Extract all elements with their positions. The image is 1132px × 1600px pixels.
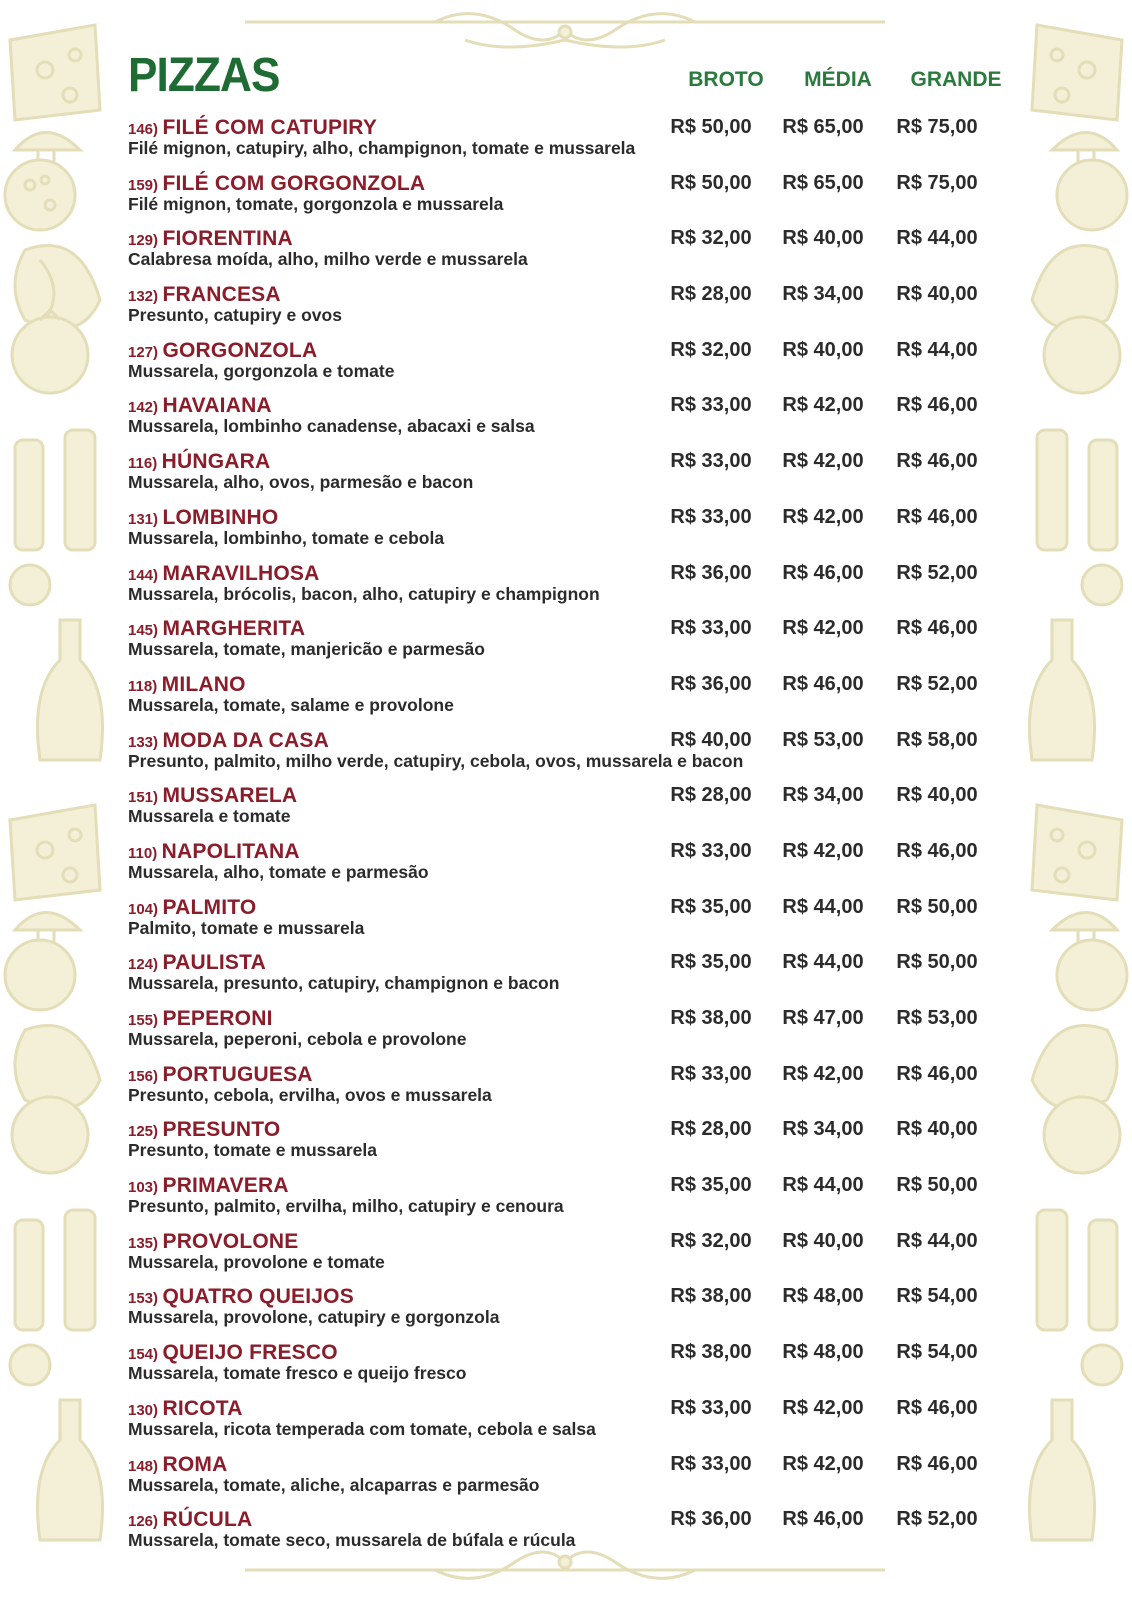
price-media: R$ 44,00 xyxy=(782,1174,864,1197)
price-media: R$ 42,00 xyxy=(782,1452,864,1475)
menu-item-number: 125) xyxy=(128,1123,159,1141)
menu-item-description: Presunto, catupiry e ovos xyxy=(128,305,342,326)
pepper-shaker-icon xyxy=(15,430,95,550)
menu-item-title xyxy=(128,784,297,808)
price-broto: R$ 38,00 xyxy=(670,1007,752,1029)
price-grande: R$ 44,00 xyxy=(896,227,978,250)
menu-item xyxy=(128,1453,1008,1509)
price-grande: R$ 40,00 xyxy=(896,283,978,306)
price-grande: R$ 50,00 xyxy=(896,895,978,918)
price-media: R$ 34,00 xyxy=(782,283,864,306)
menu-item-name: LOMBINHO xyxy=(162,505,279,529)
menu-item xyxy=(128,172,1008,228)
menu-item-title xyxy=(128,896,256,920)
menu-item-description: Mussarela, provolone, catupiry e gorgonzola xyxy=(128,1307,500,1328)
price-media: R$ 42,00 xyxy=(782,1396,864,1419)
menu-item-title xyxy=(128,116,377,140)
menu-item-name: RICOTA xyxy=(162,1396,243,1420)
cheese-icon xyxy=(10,25,100,120)
menu-item-description: Mussarela, alho, tomate e parmesão xyxy=(128,861,429,882)
price-grande: R$ 46,00 xyxy=(896,1396,978,1419)
price-broto: R$ 33,00 xyxy=(670,505,752,528)
price-media: R$ 42,00 xyxy=(782,839,864,862)
menu-item xyxy=(128,1230,1008,1286)
menu-item-description: Filé mignon, catupiry, alho, champignon, tomate e mussarela xyxy=(128,138,636,158)
menu-item-description: Mussarela, tomate, salame e provolone xyxy=(128,694,454,715)
menu-item-title xyxy=(128,1118,280,1142)
price-media: R$ 53,00 xyxy=(782,728,864,751)
menu-item-name: PRIMAVERA xyxy=(162,1174,289,1198)
price-broto: R$ 33,00 xyxy=(670,1062,752,1085)
menu-item-name: HÚNGARA xyxy=(161,450,271,474)
price-grande: R$ 46,00 xyxy=(896,1452,978,1475)
menu-item xyxy=(128,562,1008,618)
price-grande: R$ 53,00 xyxy=(896,1007,978,1029)
menu-item-description: Mussarela, presunto, catupiry, champignon e bacon xyxy=(128,973,560,994)
menu-item-description: Mussarela, lombinho, tomate e cebola xyxy=(128,527,445,548)
menu-item-name: MARGHERITA xyxy=(162,617,306,641)
menu-item xyxy=(128,673,1008,729)
price-broto: R$ 28,00 xyxy=(670,784,752,807)
price-broto: R$ 32,00 xyxy=(670,1229,752,1252)
menu-item-name: FRANCESA xyxy=(162,283,281,307)
menu-item xyxy=(128,784,1008,840)
menu-item-description: Mussarela, ricota temperada com tomate, cebola e salsa xyxy=(128,1418,596,1439)
menu-item-name: RÚCULA xyxy=(162,1508,253,1532)
menu-item-name: QUEIJO FRESCO xyxy=(162,1341,338,1365)
garlic-icon xyxy=(10,565,50,605)
price-broto: R$ 33,00 xyxy=(670,1452,752,1475)
menu-item xyxy=(128,1341,1008,1397)
price-broto: R$ 36,00 xyxy=(670,561,752,584)
column-header-media: MÉDIA xyxy=(804,68,872,91)
menu-item-name: PAULISTA xyxy=(162,951,266,975)
price-broto: R$ 33,00 xyxy=(670,617,752,640)
menu-item xyxy=(128,840,1008,896)
price-broto: R$ 50,00 xyxy=(670,116,752,138)
price-grande: R$ 40,00 xyxy=(896,784,978,807)
menu-item-name: PRESUNTO xyxy=(162,1118,281,1142)
price-broto: R$ 32,00 xyxy=(670,338,752,361)
menu-item-number: 135) xyxy=(128,1234,159,1252)
price-broto: R$ 33,00 xyxy=(670,450,752,473)
price-broto: R$ 38,00 xyxy=(670,1341,752,1364)
menu-item xyxy=(128,394,1008,450)
price-media: R$ 42,00 xyxy=(782,617,864,640)
menu-item-title xyxy=(128,1174,289,1198)
menu-item-description: Mussarela, gorgonzola e tomate xyxy=(128,360,395,381)
menu-item-number: 129) xyxy=(128,232,159,250)
menu-item-number: 159) xyxy=(128,176,159,194)
price-media: R$ 44,00 xyxy=(782,895,864,918)
price-media: R$ 65,00 xyxy=(782,116,864,138)
menu-item-title xyxy=(128,840,300,864)
pizza-menu-list xyxy=(128,116,1008,1564)
menu-item xyxy=(128,339,1008,395)
price-media: R$ 42,00 xyxy=(782,394,864,417)
menu-item-number: 148) xyxy=(128,1457,159,1475)
menu-item-title xyxy=(128,1230,298,1254)
menu-item-title xyxy=(128,1508,252,1532)
menu-item-number: 118) xyxy=(128,677,158,695)
price-media: R$ 42,00 xyxy=(782,450,864,473)
column-header-grande: GRANDE xyxy=(910,68,1002,91)
menu-item-name: MODA DA CASA xyxy=(162,728,329,752)
menu-item-title xyxy=(128,227,293,251)
price-grande: R$ 50,00 xyxy=(896,951,978,974)
menu-item-description: Palmito, tomate e mussarela xyxy=(128,917,365,938)
menu-item-number: 116) xyxy=(128,455,158,473)
menu-item-number: 132) xyxy=(128,288,159,306)
menu-item-number: 110) xyxy=(128,844,158,862)
price-grande: R$ 52,00 xyxy=(896,1508,978,1531)
price-media: R$ 40,00 xyxy=(782,227,864,250)
price-grande: R$ 58,00 xyxy=(896,728,978,751)
menu-item-name: QUATRO QUEIJOS xyxy=(162,1285,354,1309)
menu-item-title xyxy=(128,283,281,307)
price-media: R$ 46,00 xyxy=(782,672,864,695)
menu-item-description: Presunto, palmito, milho verde, catupiry, cebola, ovos, mussarela e bacon xyxy=(128,750,744,771)
price-broto: R$ 50,00 xyxy=(670,171,752,194)
menu-item-number: 142) xyxy=(128,399,159,417)
menu-item-title xyxy=(128,562,319,586)
price-media: R$ 40,00 xyxy=(782,338,864,361)
menu-item-number: 126) xyxy=(128,1513,159,1531)
price-grande: R$ 44,00 xyxy=(896,1229,978,1252)
menu-item-title xyxy=(128,1063,313,1087)
price-media: R$ 65,00 xyxy=(782,171,864,194)
price-broto: R$ 33,00 xyxy=(670,839,752,862)
menu-item-title xyxy=(128,339,317,363)
menu-item-number: 144) xyxy=(128,566,159,584)
price-broto: R$ 40,00 xyxy=(670,728,752,751)
menu-item-title xyxy=(128,617,305,641)
price-grande: R$ 46,00 xyxy=(896,617,978,640)
price-media: R$ 34,00 xyxy=(782,1118,864,1141)
menu-item-title xyxy=(128,450,270,474)
menu-item-number: 130) xyxy=(128,1401,159,1419)
menu-item-description: Filé mignon, tomate, gorgonzola e mussarela xyxy=(128,193,504,214)
menu-item-number: 154) xyxy=(128,1346,159,1364)
price-media: R$ 48,00 xyxy=(782,1285,864,1308)
menu-item xyxy=(128,729,1008,785)
menu-item-number: 131) xyxy=(128,510,159,528)
menu-item-description: Mussarela, brócolis, bacon, alho, catupiry e champignon xyxy=(128,583,600,604)
price-broto: R$ 36,00 xyxy=(670,1508,752,1531)
menu-item-title xyxy=(128,1007,273,1031)
menu-item-number: 155) xyxy=(128,1012,159,1029)
menu-item-number: 127) xyxy=(128,343,159,361)
menu-item-number: 145) xyxy=(128,622,159,640)
menu-item-description: Presunto, tomate e mussarela xyxy=(128,1140,377,1161)
price-grande: R$ 40,00 xyxy=(896,1118,978,1141)
price-grande: R$ 50,00 xyxy=(896,1174,978,1197)
salami-icon xyxy=(5,160,75,230)
price-media: R$ 42,00 xyxy=(782,505,864,528)
menu-item-description: Calabresa moída, alho, milho verde e mussarela xyxy=(128,249,528,270)
oil-bottle-icon xyxy=(38,620,103,760)
price-media: R$ 34,00 xyxy=(782,784,864,807)
price-grande: R$ 46,00 xyxy=(896,839,978,862)
menu-item-number: 153) xyxy=(128,1290,159,1308)
menu-item-title xyxy=(128,673,246,697)
left-food-illustration-border xyxy=(0,0,118,1600)
menu-item xyxy=(128,1063,1008,1119)
menu-item-title xyxy=(128,172,425,196)
menu-item xyxy=(128,283,1008,339)
menu-item-name: PORTUGUESA xyxy=(162,1062,313,1086)
menu-item-name: MILANO xyxy=(161,672,246,696)
menu-item-description: Mussarela, provolone e tomate xyxy=(128,1251,385,1272)
price-broto: R$ 28,00 xyxy=(670,1118,752,1141)
price-broto: R$ 32,00 xyxy=(670,227,752,250)
menu-item xyxy=(128,1007,1008,1063)
menu-item-number: 133) xyxy=(128,733,159,751)
column-header-broto: BROTO xyxy=(688,68,764,91)
menu-item-name: PALMITO xyxy=(162,895,257,919)
menu-item xyxy=(128,896,1008,952)
menu-item-number: 146) xyxy=(128,121,159,138)
price-grande: R$ 54,00 xyxy=(896,1285,978,1308)
price-broto: R$ 36,00 xyxy=(670,672,752,695)
menu-item-title xyxy=(128,1285,354,1309)
menu-item-number: 156) xyxy=(128,1067,159,1085)
price-grande: R$ 46,00 xyxy=(896,394,978,417)
menu-item-name: FILÉ COM CATUPIRY xyxy=(162,116,378,139)
menu-item-description: Mussarela e tomate xyxy=(128,806,291,827)
menu-item xyxy=(128,1174,1008,1230)
price-media: R$ 48,00 xyxy=(782,1341,864,1364)
menu-item xyxy=(128,617,1008,673)
price-grande: R$ 46,00 xyxy=(896,450,978,473)
menu-item xyxy=(128,1285,1008,1341)
menu-item-description: Mussarela, alho, ovos, parmesão e bacon xyxy=(128,472,474,493)
price-media: R$ 42,00 xyxy=(782,1062,864,1085)
menu-item-title xyxy=(128,394,272,418)
menu-item-name: PEPERONI xyxy=(162,1007,273,1030)
menu-item-title xyxy=(128,951,266,975)
menu-item xyxy=(128,951,1008,1007)
price-grande: R$ 46,00 xyxy=(896,505,978,528)
price-grande: R$ 46,00 xyxy=(896,1062,978,1085)
menu-item-title xyxy=(128,729,329,753)
menu-item-number: 151) xyxy=(128,789,159,807)
top-ornament-flourish xyxy=(245,10,885,56)
price-broto: R$ 35,00 xyxy=(670,951,752,974)
right-food-illustration-border xyxy=(1014,0,1132,1600)
price-grande: R$ 54,00 xyxy=(896,1341,978,1364)
menu-item-title xyxy=(128,1453,227,1477)
price-broto: R$ 35,00 xyxy=(670,895,752,918)
menu-item-description: Mussarela, tomate fresco e queijo fresco xyxy=(128,1363,467,1384)
price-media: R$ 46,00 xyxy=(782,561,864,584)
price-media: R$ 46,00 xyxy=(782,1508,864,1531)
price-media: R$ 44,00 xyxy=(782,951,864,974)
price-broto: R$ 35,00 xyxy=(670,1174,752,1197)
menu-item xyxy=(128,1397,1008,1453)
menu-item xyxy=(128,116,1008,172)
menu-item-name: HAVAIANA xyxy=(162,394,272,418)
menu-item-number: 104) xyxy=(128,900,159,918)
menu-item-name: ROMA xyxy=(162,1452,228,1476)
menu-item-title xyxy=(128,1397,243,1421)
menu-item-description: Mussarela, tomate, manjericão e parmesão xyxy=(128,639,485,660)
menu-item-title xyxy=(128,506,278,530)
menu-item xyxy=(128,227,1008,283)
menu-item-name: GORGONZOLA xyxy=(162,338,318,362)
menu-item-description: Mussarela, tomate seco, mussarela de búfala e rúcula xyxy=(128,1530,576,1551)
menu-item-name: NAPOLITANA xyxy=(161,839,300,863)
price-grande: R$ 75,00 xyxy=(896,171,978,194)
price-grande: R$ 75,00 xyxy=(896,116,978,138)
price-grande: R$ 44,00 xyxy=(896,338,978,361)
menu-item-title xyxy=(128,1341,338,1365)
menu-item-description: Mussarela, tomate, aliche, alcaparras e parmesão xyxy=(128,1474,540,1495)
menu-item-name: MARAVILHOSA xyxy=(162,561,320,585)
price-broto: R$ 38,00 xyxy=(670,1285,752,1308)
page-title: PIZZAS xyxy=(128,49,280,102)
menu-item-description: Presunto, cebola, ervilha, ovos e mussarela xyxy=(128,1084,492,1105)
price-media: R$ 47,00 xyxy=(782,1007,864,1029)
menu-item-name: FILÉ COM GORGONZOLA xyxy=(162,171,426,195)
price-broto: R$ 28,00 xyxy=(670,283,752,306)
price-grande: R$ 52,00 xyxy=(896,561,978,584)
menu-item-name: MUSSARELA xyxy=(162,784,298,808)
menu-item-description: Presunto, palmito, ervilha, milho, catupiry e cenoura xyxy=(128,1196,564,1217)
menu-item-description: Mussarela, peperoni, cebola e provolone xyxy=(128,1029,467,1049)
menu-item xyxy=(128,1508,1008,1564)
price-broto: R$ 33,00 xyxy=(670,394,752,417)
menu-item xyxy=(128,450,1008,506)
price-grande: R$ 52,00 xyxy=(896,672,978,695)
menu-item-name: PROVOLONE xyxy=(162,1229,299,1253)
menu-item-name: FIORENTINA xyxy=(162,227,293,251)
price-media: R$ 40,00 xyxy=(782,1229,864,1252)
price-broto: R$ 33,00 xyxy=(670,1396,752,1419)
menu-item xyxy=(128,506,1008,562)
menu-item-description: Mussarela, lombinho canadense, abacaxi e salsa xyxy=(128,416,535,437)
menu-item-number: 124) xyxy=(128,956,159,974)
menu-item-number: 103) xyxy=(128,1179,159,1197)
menu-item xyxy=(128,1118,1008,1174)
